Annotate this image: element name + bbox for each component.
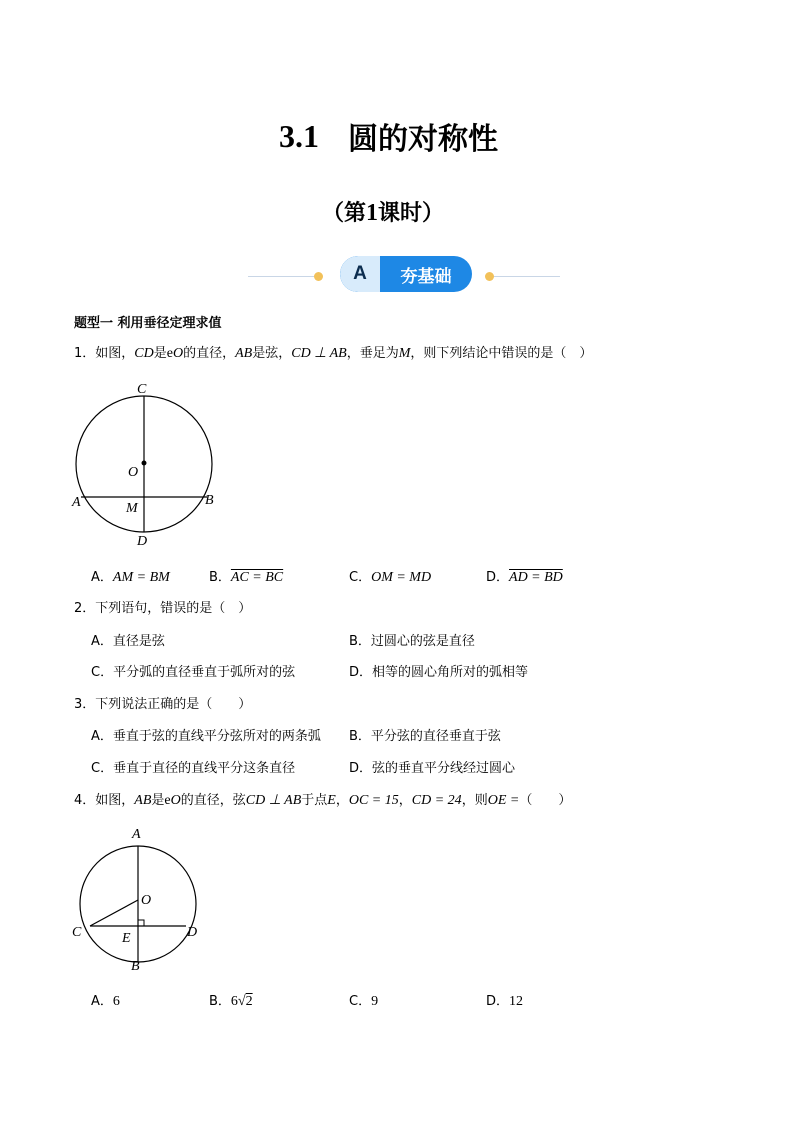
q4-option-c[interactable] [349,993,378,1011]
type1-heading: 题型一 利用垂径定理求值 [74,316,222,331]
q1-perp: CD ⊥ AB [291,346,347,361]
q4-label-d: D [187,925,198,940]
q1-label-a: A [72,495,81,510]
q4-option-b-radicand: 2 [245,994,253,1009]
q4-option-b[interactable] [209,993,253,1011]
q1-cd: CD [134,346,154,361]
q4-o: O [170,793,181,808]
q1-t4: ，垂足为 [346,346,399,361]
q4-option-a-letter: A． [91,994,113,1009]
q4-t6: ，则 [461,793,488,808]
q4-label-a: A [132,827,141,842]
subtitle-prefix: （第 [322,201,367,226]
q3-stem: 3．下列说法正确的是（ ） [74,697,252,712]
q1-option-a-expr: AM = BM [112,570,170,585]
q4-circle-symbol: e [164,793,171,808]
q4-label-b: B [131,959,140,974]
q4-ab: AB [134,793,152,808]
section-letter: A [340,256,380,292]
q4-option-d-value: 12 [509,994,524,1009]
q4-t2: 的直径，弦 [180,793,246,808]
title-text-wrap [348,114,498,158]
q1-option-c-letter: C． [349,570,372,585]
q1-label-o: O [128,465,139,480]
q1-label-b: B [205,493,214,508]
q4-label-e: E [122,931,131,946]
q1-option-c[interactable] [349,569,431,587]
q1-t2: 的直径， [183,346,236,361]
q1-option-b-letter: B． [209,570,231,585]
q1-label-d: D [137,534,148,549]
q3-option-b[interactable]: B．平分弦的直径垂直于弦 [349,729,501,744]
q1-number: 1．如图， [74,346,135,361]
q1-option-d-expr: AD = BD [509,570,563,585]
q3-option-c[interactable]: C．垂直于直径的直线平分这条直径 [91,761,296,776]
q4-cd: CD = 24 [411,793,462,808]
q1-t3: 是弦， [252,346,292,361]
q1-o: O [172,346,184,361]
q4-oe: OE = [487,793,520,808]
q4-label-o: O [141,893,152,908]
page-title [279,118,319,155]
q1-center-point [142,461,147,466]
q2-option-d[interactable]: D．相等的圆心角所对的弧相等 [349,665,529,680]
q4-option-d-letter: D． [486,994,510,1009]
q1-ab: AB [235,346,253,361]
q1-option-d[interactable] [486,569,563,587]
section-label: 夯基础 [400,266,452,287]
q4-e: E [327,793,336,808]
q4-perp: CD ⊥ AB [245,793,302,808]
subtitle-suffix: 课时） [378,201,445,226]
q1-option-b[interactable] [209,569,283,587]
q1-m: M [398,346,411,361]
q4-figure [66,822,216,976]
q1-t1: 是 [153,346,167,361]
q4-t4: ， [335,793,349,808]
q1-label-c: C [137,382,147,397]
q4-t3: 于点 [301,793,328,808]
subtitle-number: 1 [366,200,379,226]
q1-option-d-letter: D． [486,570,510,585]
q4-t5: ， [398,793,412,808]
q4-t7: （ ） [519,793,572,808]
divider-left [248,276,316,277]
q4-option-a[interactable] [91,993,120,1011]
q1-t5: ，则下列结论中错误的是（ ） [410,346,593,361]
q4-radius-oc [90,900,138,926]
q4-stem [74,792,571,810]
lesson-number: 3.1 [279,118,319,154]
q4-right-angle-mark [138,920,144,926]
q1-option-b-expr: AC = BC [230,570,284,585]
q1-label-m: M [126,501,138,516]
q4-option-b-letter: B． [209,994,231,1009]
q1-figure [64,376,224,552]
section-badge [340,256,472,292]
q2-option-b[interactable]: B．过圆心的弦是直径 [349,634,475,649]
q4-label-c: C [72,925,82,940]
q4-number: 4．如图， [74,793,135,808]
q2-option-c[interactable]: C．平分弧的直径垂直于弧所对的弦 [91,665,296,680]
lesson-subtitle [322,196,444,227]
q3-option-d[interactable]: D．弦的垂直平分线经过圆心 [349,761,516,776]
q4-option-d[interactable] [486,993,523,1011]
q4-option-a-value: 6 [112,994,120,1009]
dot-right-icon [485,272,494,281]
q2-stem: 2．下列语句，错误的是（ ） [74,601,252,616]
q1-option-c-expr: OM = MD [371,570,432,585]
dot-left-icon [314,272,323,281]
q2-option-a[interactable]: A．直径是弦 [91,634,165,649]
q4-option-c-value: 9 [371,994,379,1009]
sqrt-icon: √ [237,994,246,1009]
q1-stem [74,345,592,363]
q1-option-a-letter: A． [91,570,113,585]
q4-option-c-letter: C． [349,994,372,1009]
lesson-title: 圆的对称性 [348,122,498,157]
q4-oc: OC = 15 [348,793,399,808]
q1-option-a[interactable] [91,569,170,587]
q4-t1: 是 [151,793,165,808]
q3-option-a[interactable]: A．垂直于弦的直线平分弦所对的两条弧 [91,729,321,744]
divider-right [494,276,560,277]
q1-circle-symbol: e [166,346,173,361]
q4-option-b-value: 6 [230,994,238,1009]
